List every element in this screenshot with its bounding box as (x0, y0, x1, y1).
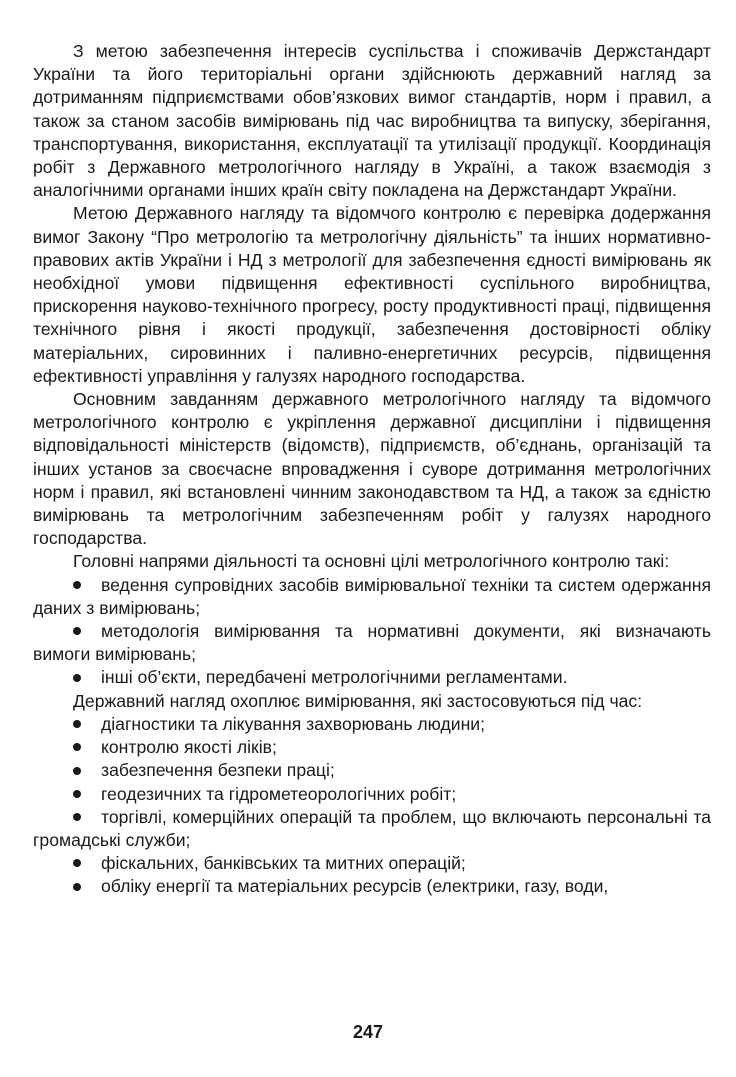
list-item (33, 620, 711, 666)
bullet-icon (73, 759, 101, 782)
paragraph-1: З метою забезпечення інтересів суспільства і споживачів Держстандарт України та його територіальні органи здійснюють державний нагляд за дотриманням підприємствами обов’язкових вимог стандартів, норм і правил, а також за станом засобів вимірювань під час виробництва та випуску, зберігання, транспортування, використання, експлуатації та утилізації продукції. Координація робіт з Державного метрологічного нагляду в Україні, а також взаємодія з аналогічними органами інших країн світу покладена на Держстандарт України. (33, 41, 711, 201)
list-item (33, 875, 711, 898)
list-item (33, 783, 711, 806)
list-item-text: методологія вимірювання та нормативні документи, які визначають вимоги вимірювань; (33, 621, 711, 665)
list-item-text: контролю якості ліків; (101, 737, 277, 758)
bullet-icon (73, 574, 101, 597)
list-item (33, 736, 711, 759)
paragraph-5: Державний нагляд охоплює вимірювання, які застосовуються під час: (73, 690, 643, 711)
list-item (33, 713, 711, 736)
paragraph-3: Основним завданням державного метрологічного нагляду та відомчого метрологічного контролю є укріплення державної дисципліни і підвищення відповідальності міністерств (відомств), підприємств, об’єднань, організацій та інших установ за своєчасне впровадження і суворе дотримання метрологічних норм і правил, які встановлені чинним законодавством та НД, а також за єдністю вимірювань та метрологічним забезпеченням робіт у галузях народного господарства. (33, 389, 711, 549)
page-number: 247 (352, 1022, 384, 1042)
list-item-text: фіскальних, банківських та митних операцій; (101, 853, 466, 874)
list-item (33, 852, 711, 875)
list-item (33, 666, 711, 689)
bullet-icon (73, 666, 101, 689)
bullet-icon (73, 620, 101, 643)
bullet-list-1 (33, 574, 711, 690)
bullet-icon (73, 852, 101, 875)
bullet-icon (73, 806, 101, 829)
bullet-icon (73, 783, 101, 806)
list-item-text: обліку енергії та матеріальних ресурсів (електрики, газу, води, (101, 876, 609, 897)
list-item-text: діагностики та лікування захворювань людини; (101, 713, 486, 734)
list-item-text: забезпечення безпеки праці; (101, 760, 335, 781)
list-item-text: торгівлі, комерційних операцій та проблем, що включають персональні та громадські служби; (33, 806, 711, 850)
list-item (33, 806, 711, 852)
bullet-icon (73, 736, 101, 759)
bullet-list-2 (33, 713, 711, 899)
list-item-text: ведення супровідних засобів вимірювальної техніки та систем одержання даних з вимірювань; (33, 574, 711, 618)
list-item (33, 759, 711, 782)
paragraph-2: Метою Державного нагляду та відомчого контролю є перевірка додержання вимог Закону “Про метрологію та метрологічну діяльність” та інших нормативно-правових актів України і НД з метрології для забезпечення єдності вимірювань як необхідної умови підвищення ефективності суспільного виробництва, прискорення науково-технічного прогресу, росту продуктивності праці, підвищення технічного рівня і якості продукції, забезпечення достовірності обліку матеріальних, сировинних і паливно-енергетичних ресурсів, підвищення ефективності управління у галузях народного господарства. (33, 203, 711, 386)
list-item-text: інші об’єкти, передбачені метрологічними регламентами. (101, 667, 568, 688)
bullet-icon (73, 875, 101, 898)
paragraph-4: Головні напрями діяльності та основні цілі метрологічного контролю такі: (73, 551, 670, 572)
list-item (33, 574, 711, 620)
bullet-icon (73, 713, 101, 736)
list-item-text: геодезичних та гідрометеорологічних робіт; (101, 783, 457, 804)
page-text (33, 40, 711, 899)
